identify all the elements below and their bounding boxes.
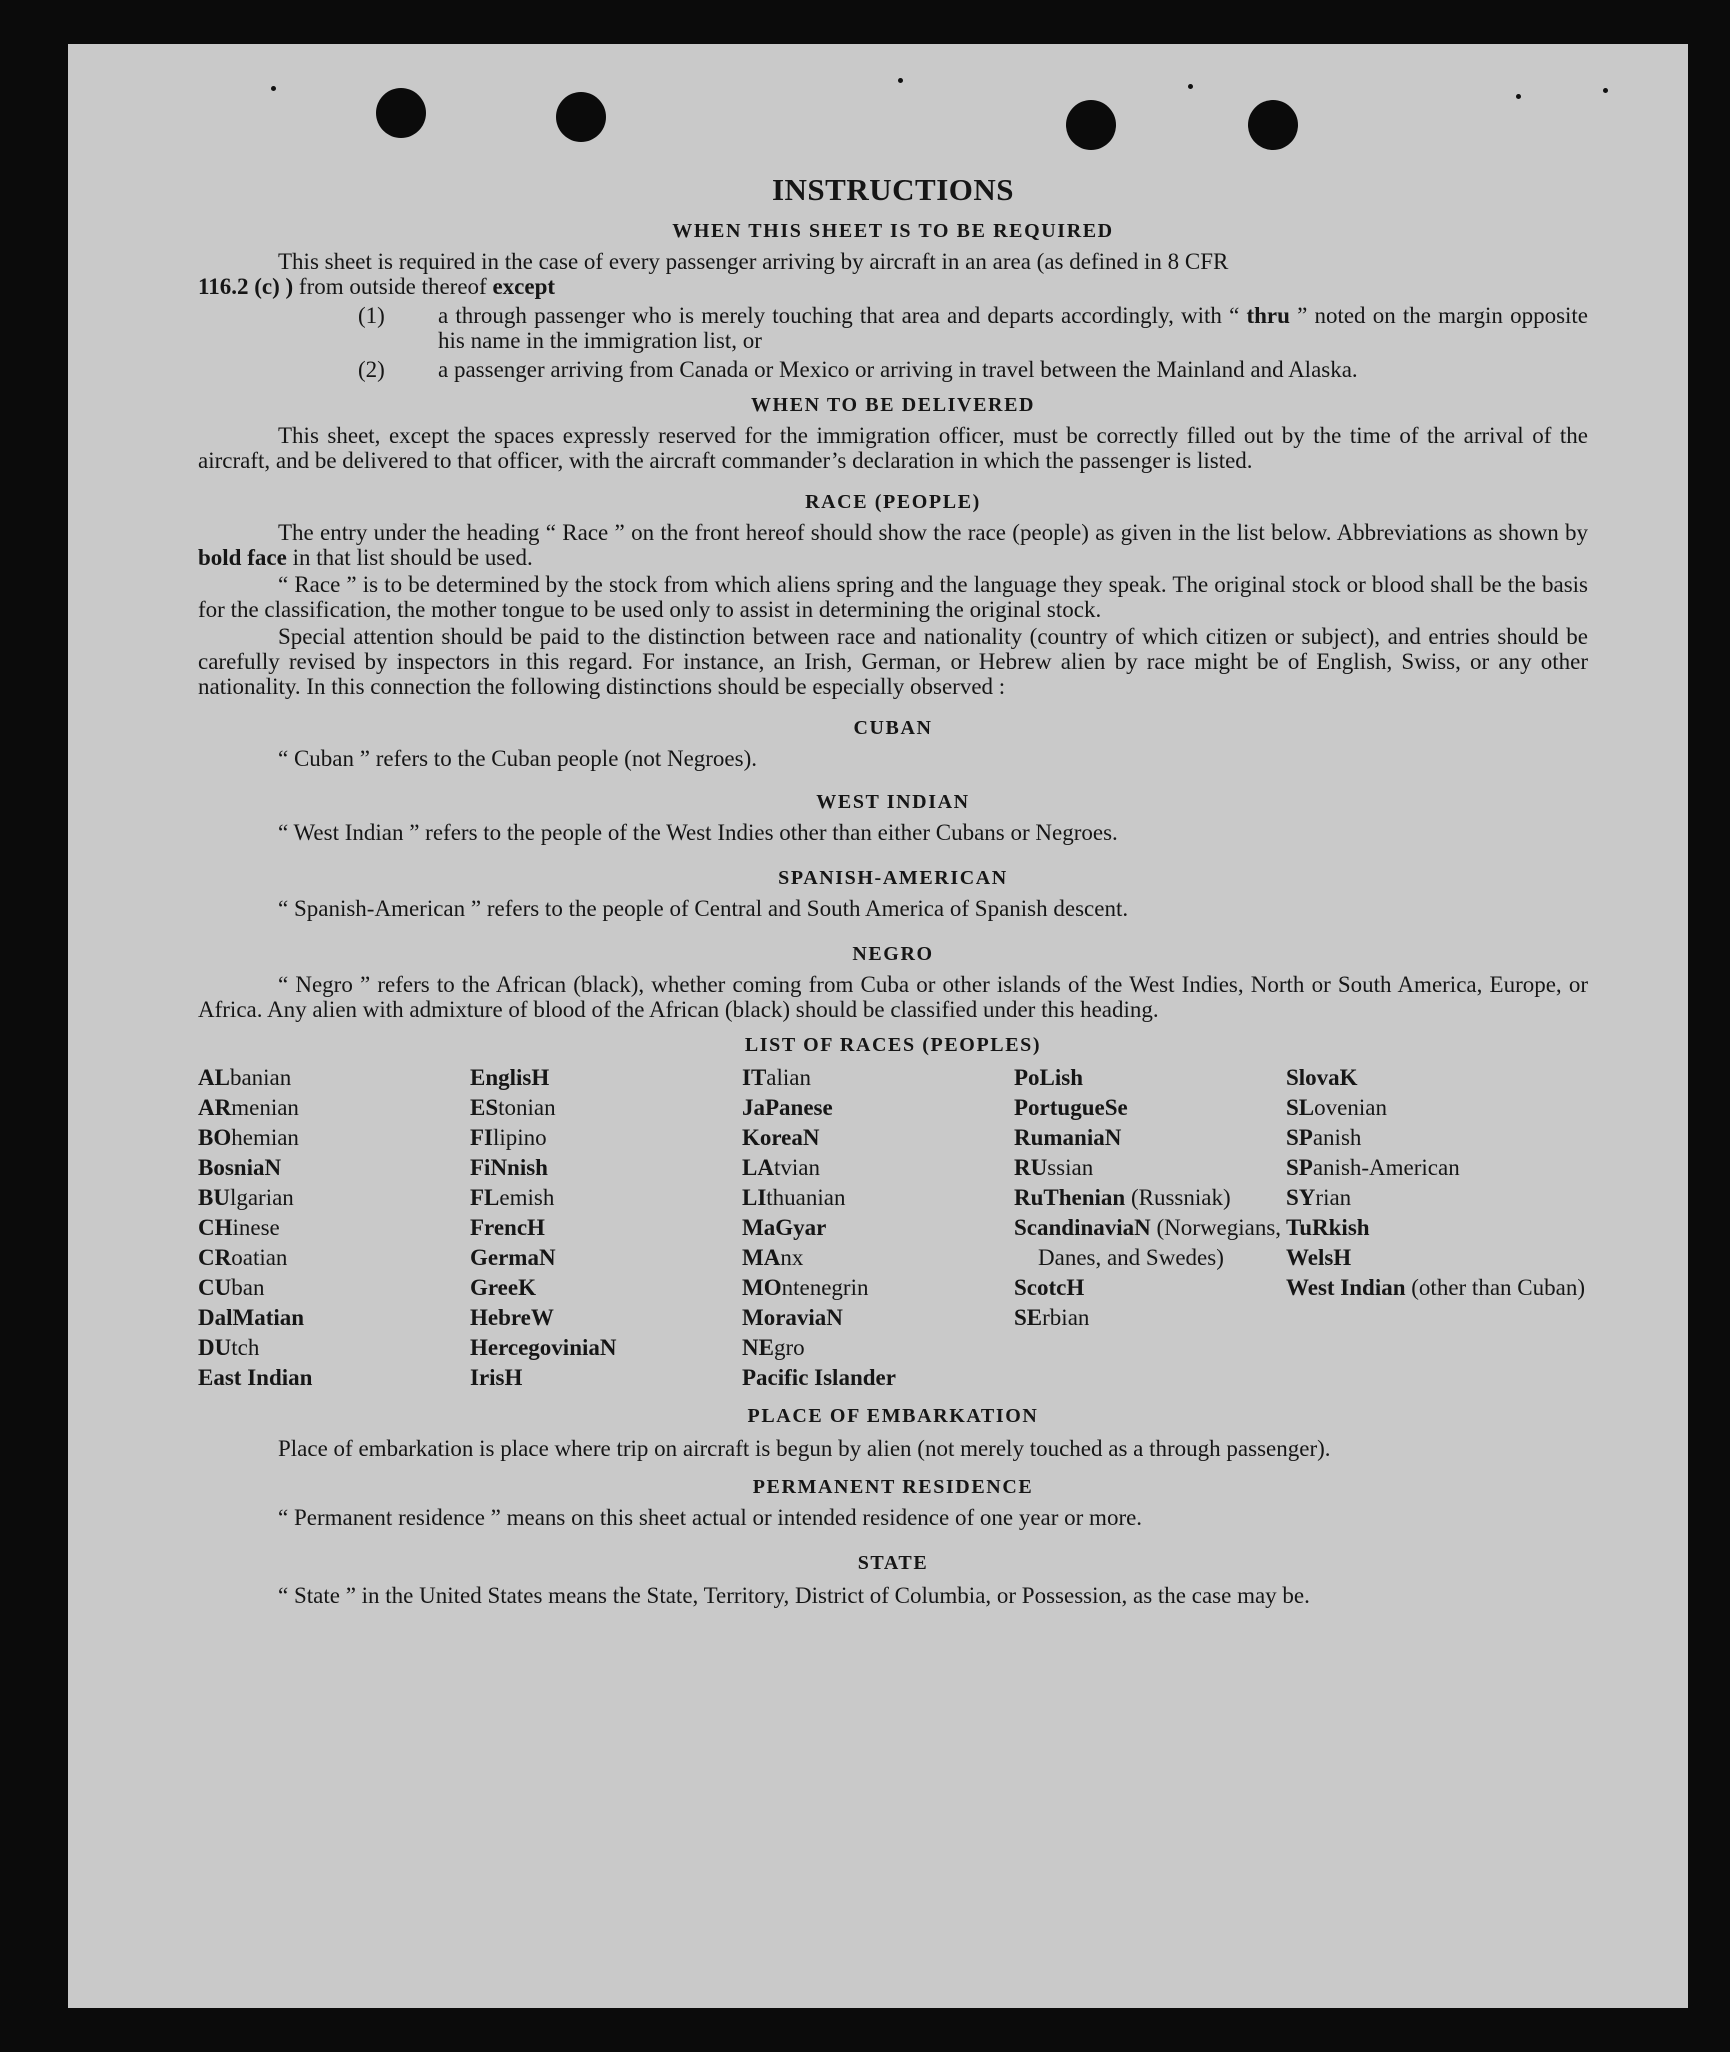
race-entry	[198, 1273, 470, 1303]
race-entry	[1286, 1273, 1586, 1303]
race-abbreviation: RumaniaN	[1014, 1125, 1122, 1150]
item-text-b: ” noted on the margin opposite his name in the immigration list, or	[438, 303, 1589, 353]
spanish-american-text: “ Spanish-American ” refers to the people of Central and South America of Spanish descent.	[278, 896, 1129, 921]
race-entry	[1014, 1123, 1286, 1153]
race-entry	[1286, 1063, 1586, 1093]
race-abbreviation: SY	[1286, 1185, 1316, 1210]
race-abbreviation: FrencH	[470, 1215, 545, 1240]
race-abbreviation: LA	[742, 1155, 774, 1180]
embarkation-heading: PLACE OF EMBARKATION	[747, 1405, 1039, 1427]
race-abbreviation: IrisH	[470, 1365, 523, 1390]
race-entry	[470, 1123, 742, 1153]
race-remainder: menian	[231, 1095, 299, 1120]
race-remainder: anish-American	[1312, 1155, 1460, 1180]
race-abbreviation: DU	[198, 1335, 232, 1360]
race-abbreviation: MoraviaN	[742, 1305, 843, 1330]
race-abbreviation: HebreW	[470, 1305, 554, 1330]
punch-hole	[376, 88, 426, 138]
race-entry	[742, 1243, 1014, 1273]
race-paragraph-3: Special attention should be paid to the distinction between race and nationality (country of which citizen or subject), and entries should be carefully revised by inspectors in this regard. For instance, an Irish, German, or Hebrew alien by race might be of English, Swiss, or any other nationality. In this connection the following distinctions should be especially observed :	[198, 624, 1588, 699]
race-heading: RACE (PEOPLE)	[805, 491, 981, 513]
race-abbreviation: FL	[470, 1185, 500, 1210]
when-delivered-heading: WHEN TO BE DELIVERED	[750, 394, 1036, 416]
cfr-ref: 116.2 (c) )	[198, 274, 294, 299]
cuban-text: “ Cuban ” refers to the Cuban people (not Negroes).	[278, 746, 758, 771]
race-remainder: tonian	[498, 1095, 556, 1120]
race-abbreviation: PoLish	[1014, 1065, 1084, 1090]
race-remainder: (other than Cuban)	[1405, 1275, 1585, 1300]
race-abbreviation: KoreaN	[742, 1125, 820, 1150]
race-entry	[470, 1063, 742, 1093]
intro-text-b: from outside thereof	[293, 274, 493, 299]
speck	[1603, 88, 1608, 93]
race-abbreviation: MO	[742, 1275, 782, 1300]
list-of-races-heading: LIST OF RACES (PEOPLES)	[744, 1034, 1042, 1056]
race-entry	[198, 1183, 470, 1213]
race-remainder: (Norwegians, Danes, and Swedes)	[1038, 1215, 1282, 1270]
race-abbreviation: Pacific Islander	[742, 1365, 896, 1390]
race-remainder: rbian	[1042, 1305, 1090, 1330]
instructions-content	[198, 172, 1588, 1611]
race-entry	[198, 1333, 470, 1363]
page-title: INSTRUCTIONS	[771, 172, 1014, 207]
bold-face-word: bold face	[198, 545, 287, 570]
race-abbreviation: ScotcH	[1014, 1275, 1085, 1300]
item-text: a passenger arriving from Canada or Mexico or arriving in travel between the Mainland and Alaska.	[438, 357, 1358, 382]
race-abbreviation: PortugueSe	[1014, 1095, 1128, 1120]
document-sheet	[68, 44, 1688, 2008]
race-entry	[742, 1183, 1014, 1213]
race-abbreviation: CU	[198, 1275, 232, 1300]
races-column-3	[742, 1063, 1014, 1393]
race-abbreviation: SlovaK	[1286, 1065, 1358, 1090]
race-entry	[470, 1273, 742, 1303]
race-remainder: tvian	[773, 1155, 820, 1180]
race-remainder: (Russniak)	[1125, 1185, 1231, 1210]
cuban-heading: CUBAN	[853, 717, 933, 739]
race-abbreviation: MA	[742, 1245, 781, 1270]
race-entry	[1014, 1153, 1286, 1183]
race-abbreviation: SP	[1286, 1125, 1313, 1150]
residence-heading: PERMANENT RESIDENCE	[752, 1476, 1034, 1498]
race-entry	[742, 1273, 1014, 1303]
state-heading: STATE	[857, 1552, 929, 1574]
embarkation-text: Place of embarkation is place where trip on aircraft is begun by alien (not merely touched as a through passenger).	[278, 1436, 1331, 1461]
race-remainder: hemian	[231, 1125, 299, 1150]
race-remainder: thuanian	[766, 1185, 846, 1210]
race-abbreviation: GermaN	[470, 1245, 556, 1270]
race-entry	[1286, 1153, 1586, 1183]
race-remainder: anish	[1312, 1125, 1362, 1150]
race-abbreviation: CH	[198, 1215, 233, 1240]
race-entry	[1286, 1183, 1586, 1213]
race-entry	[1014, 1303, 1286, 1333]
race-entry	[470, 1243, 742, 1273]
race-entry	[198, 1153, 470, 1183]
race-entry	[742, 1153, 1014, 1183]
speck	[271, 86, 276, 91]
race-entry	[742, 1363, 1014, 1393]
speck	[1188, 84, 1193, 89]
race-abbreviation: East Indian	[198, 1365, 313, 1390]
race-remainder: lgarian	[229, 1185, 294, 1210]
race-entry	[742, 1213, 1014, 1243]
west-indian-text: “ West Indian ” refers to the people of the West Indies other than either Cubans or Negroes.	[278, 820, 1118, 845]
race-abbreviation: SE	[1014, 1305, 1043, 1330]
except-word: except	[492, 274, 556, 299]
when-delivered-text: This sheet, except the spaces expressly reserved for the immigration officer, must be correctly filled out by the time of the arrival of the aircraft, and be delivered to that officer, with the aircraft commander’s declaration in which the passenger is listed.	[198, 423, 1588, 473]
races-column-5	[1286, 1063, 1586, 1393]
race-remainder: ban	[231, 1275, 265, 1300]
race-entry	[470, 1333, 742, 1363]
race-abbreviation: DalMatian	[198, 1305, 305, 1330]
race-entry	[470, 1213, 742, 1243]
race-entry	[1014, 1063, 1286, 1093]
race-paragraph-2: “ Race ” is to be determined by the stock from which aliens spring and the language they speak. The original stock or blood shall be the basis for the classification, the mother tongue to be used only to assist in determining the original stock.	[198, 572, 1588, 622]
race-remainder: ssian	[1047, 1155, 1094, 1180]
race-paragraph-1	[198, 520, 1588, 570]
thru-word: thru	[1246, 303, 1290, 328]
race-abbreviation: CR	[198, 1245, 232, 1270]
race-entry	[198, 1093, 470, 1123]
race-entry	[470, 1183, 742, 1213]
race-remainder: gro	[773, 1335, 805, 1360]
race-abbreviation: LI	[742, 1185, 767, 1210]
race-abbreviation: AR	[198, 1095, 232, 1120]
race-abbreviation: ES	[470, 1095, 499, 1120]
item-text: a through passenger who is merely touching that area and departs accordingly, with “	[438, 303, 1247, 328]
race-abbreviation: BO	[198, 1125, 232, 1150]
race-abbreviation: FI	[470, 1125, 493, 1150]
race-entry	[198, 1123, 470, 1153]
item-number: (1)	[358, 303, 385, 328]
race-entry	[470, 1363, 742, 1393]
race-remainder: oatian	[231, 1245, 288, 1270]
punch-hole	[1248, 100, 1298, 150]
race-abbreviation: SL	[1286, 1095, 1315, 1120]
race-entry	[1286, 1213, 1586, 1243]
race-entry	[1286, 1093, 1586, 1123]
residence-text: “ Permanent residence ” means on this sheet actual or intended residence of one year or more.	[278, 1505, 1143, 1530]
race-abbreviation: BU	[198, 1185, 230, 1210]
negro-heading: NEGRO	[852, 943, 934, 965]
speck	[1516, 94, 1521, 99]
race-abbreviation: JaPanese	[742, 1095, 833, 1120]
race-abbreviation: GreeK	[470, 1275, 536, 1300]
races-list	[198, 1063, 1588, 1393]
race-entry	[198, 1363, 470, 1393]
exception-item-1	[198, 303, 1588, 353]
race-abbreviation: Bosnia	[198, 1155, 265, 1180]
race-remainder: rian	[1315, 1185, 1352, 1210]
race-entry	[1014, 1213, 1286, 1273]
race-abbreviation: RuThenian	[1014, 1185, 1126, 1210]
race-entry	[742, 1333, 1014, 1363]
race-entry	[742, 1093, 1014, 1123]
punch-hole	[556, 92, 606, 142]
races-column-2	[470, 1063, 742, 1393]
race-entry	[1286, 1123, 1586, 1153]
race-entry	[742, 1063, 1014, 1093]
race-entry	[1014, 1183, 1286, 1213]
race-p1-text: The entry under the heading “ Race ” on the front hereof should show the race (people) as given in the list below. Abbreviations as shown by	[278, 520, 1588, 545]
intro-text: This sheet is required in the case of every passenger arriving by aircraft in an area (as defined in 8 CFR	[278, 249, 1229, 274]
negro-text: “ Negro ” refers to the African (black), whether coming from Cuba or other islands of the West Indies, North or South America, Europe, or Africa. Any alien with admixture of blood of the African (black) should be classified under this heading.	[198, 972, 1588, 1022]
race-remainder: alian	[766, 1065, 811, 1090]
west-indian-heading: WEST INDIAN	[816, 791, 970, 813]
race-remainder: ovenian	[1314, 1095, 1387, 1120]
race-entry	[470, 1093, 742, 1123]
punch-hole	[1066, 100, 1116, 150]
race-remainder: ntenegrin	[781, 1275, 869, 1300]
spanish-american-heading: SPANISH-AMERICAN	[778, 867, 1008, 889]
race-remainder: tch	[231, 1335, 260, 1360]
race-entry	[198, 1213, 470, 1243]
race-abbreviation: EnglisH	[470, 1065, 550, 1090]
item-number: (2)	[358, 357, 385, 382]
race-abbreviation: RU	[1014, 1155, 1048, 1180]
speck	[898, 78, 903, 83]
race-entry	[470, 1153, 742, 1183]
race-abbreviation: HercegoviniaN	[470, 1335, 617, 1360]
race-entry	[470, 1303, 742, 1333]
race-entry	[742, 1123, 1014, 1153]
race-abbreviation: TuRkish	[1286, 1215, 1370, 1240]
race-abbreviation: N	[264, 1155, 282, 1180]
race-p1-text-b: in that list should be used.	[286, 545, 533, 570]
race-remainder: emish	[499, 1185, 555, 1210]
races-column-4	[1014, 1063, 1286, 1393]
race-abbreviation: FiNnish	[470, 1155, 548, 1180]
race-abbreviation: MaGyar	[742, 1215, 827, 1240]
race-remainder: nx	[780, 1245, 804, 1270]
race-remainder: banian	[229, 1065, 292, 1090]
race-entry	[742, 1303, 1014, 1333]
race-entry	[1286, 1243, 1586, 1273]
race-remainder: inese	[232, 1215, 280, 1240]
race-abbreviation: West Indian	[1286, 1275, 1406, 1300]
races-column-1	[198, 1063, 470, 1393]
race-entry	[1014, 1273, 1286, 1303]
race-abbreviation: AL	[198, 1065, 230, 1090]
race-entry	[198, 1063, 470, 1093]
race-abbreviation: ScandinaviaN	[1014, 1215, 1151, 1240]
race-entry	[1014, 1093, 1286, 1123]
exception-item-2	[198, 357, 1588, 382]
when-required-heading: WHEN THIS SHEET IS TO BE REQUIRED	[672, 220, 1114, 242]
race-entry	[198, 1243, 470, 1273]
race-abbreviation: IT	[742, 1065, 767, 1090]
race-abbreviation: WelsH	[1286, 1245, 1352, 1270]
race-entry	[198, 1303, 470, 1333]
state-text: “ State ” in the United States means the State, Territory, District of Columbia, or Possession, as the case may be.	[278, 1583, 1310, 1608]
race-remainder: lipino	[493, 1125, 547, 1150]
race-abbreviation: NE	[742, 1335, 774, 1360]
race-abbreviation: SP	[1286, 1155, 1313, 1180]
when-required-intro	[198, 249, 1588, 299]
